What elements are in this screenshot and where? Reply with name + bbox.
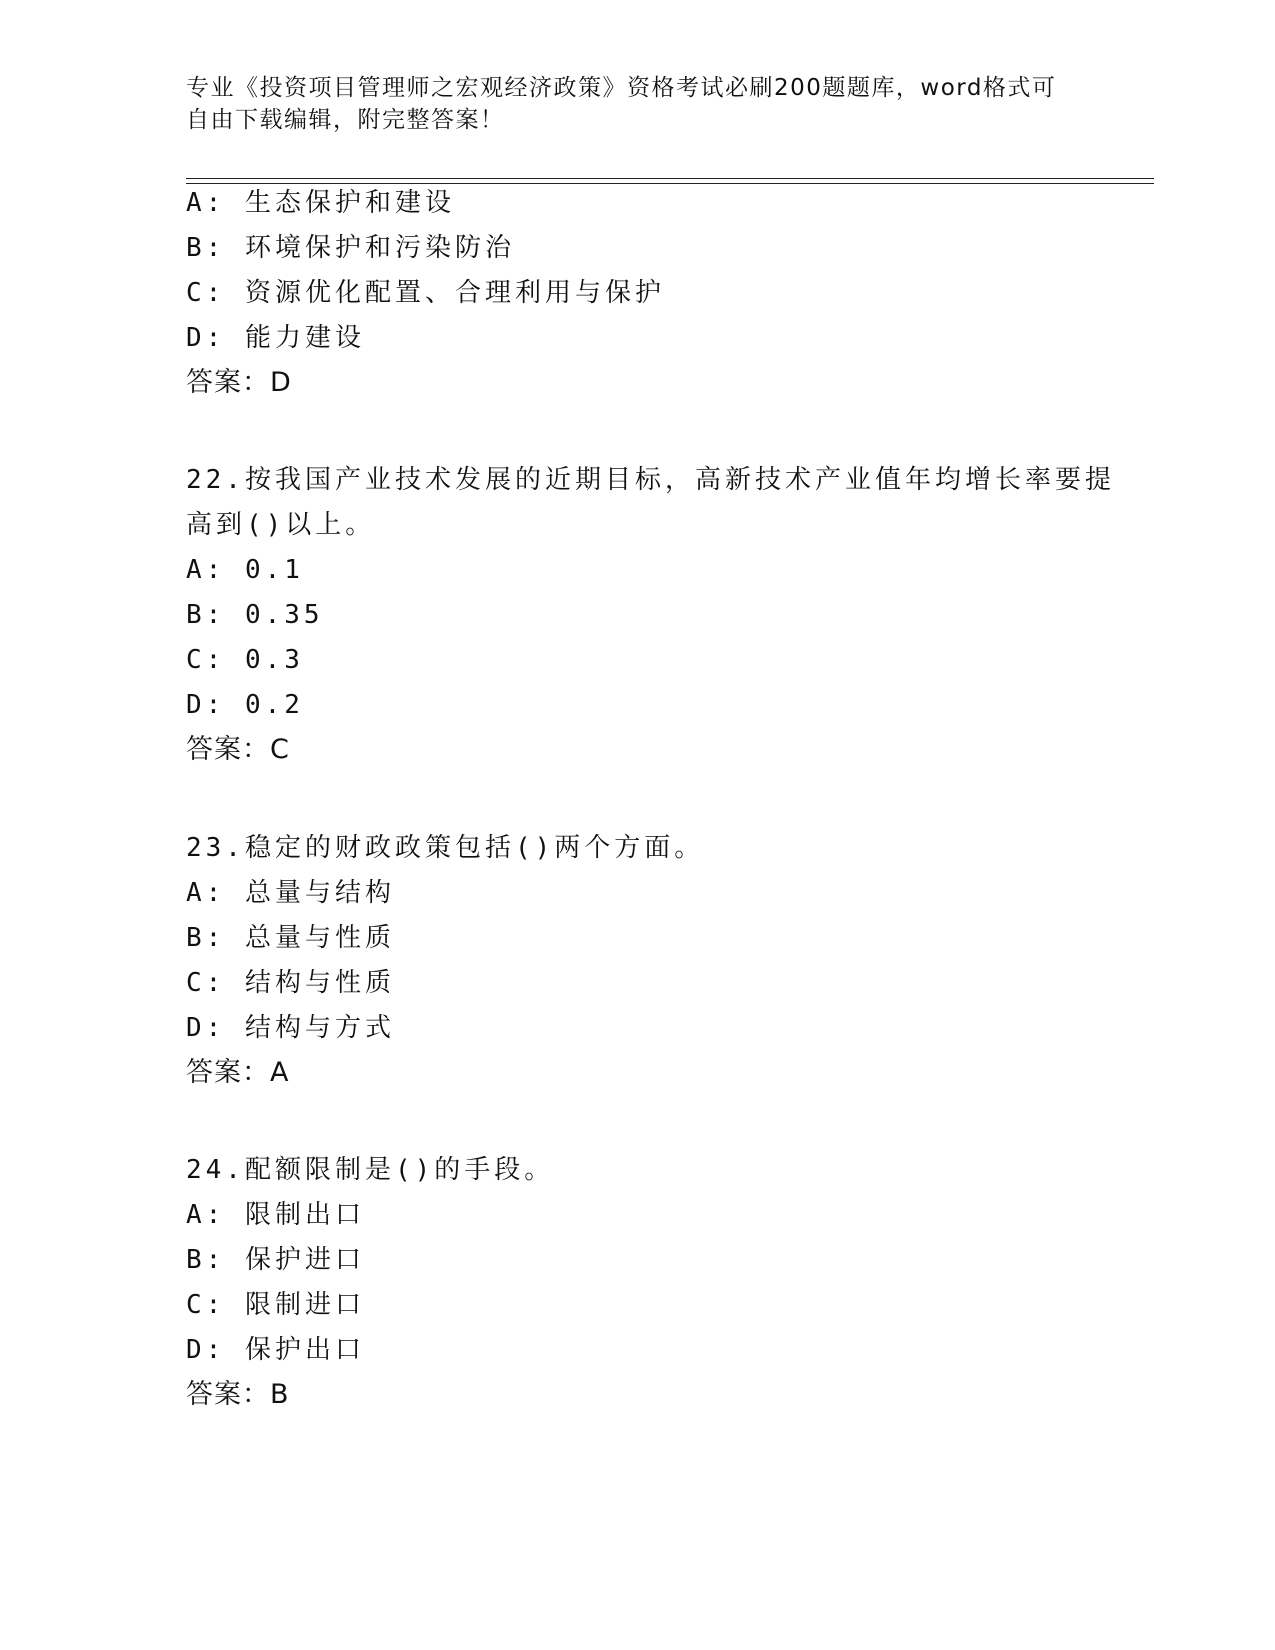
answer-label: 答案： — [186, 367, 270, 398]
header-divider-top — [186, 178, 1154, 179]
q21-answer — [186, 368, 292, 398]
q21-answer-value: D — [270, 367, 292, 398]
answer-label: 答案： — [186, 1379, 270, 1410]
q24-option-b: B: 保护进口 — [186, 1245, 365, 1275]
answer-label: 答案： — [186, 734, 270, 765]
q22-answer — [186, 735, 290, 765]
document-header — [186, 72, 1086, 136]
q22-option-b: B: 0.35 — [186, 600, 324, 630]
q22-question-line-1: 22.按我国产业技术发展的近期目标，高新技术产业值年均增长率要提 — [186, 465, 1115, 495]
q23-option-d: D: 结构与方式 — [186, 1013, 395, 1043]
q21-option-b: B: 环境保护和污染防治 — [186, 233, 515, 263]
q21-option-a: A: 生态保护和建设 — [186, 188, 455, 218]
answer-label: 答案： — [186, 1057, 270, 1088]
header-line-2: 自由下载编辑，附完整答案！ — [186, 107, 505, 133]
q24-question-line-1: 24.配额限制是()的手段。 — [186, 1155, 555, 1185]
q24-option-d: D: 保护出口 — [186, 1335, 365, 1365]
header-divider-bottom — [186, 183, 1154, 184]
q24-option-a: A: 限制出口 — [186, 1200, 365, 1230]
q23-question-line-1: 23.稳定的财政政策包括()两个方面。 — [186, 833, 705, 863]
header-line-1: 专业《投资项目管理师之宏观经济政策》资格考试必刷200题题库，word格式可 — [186, 75, 1057, 101]
q23-answer-value: A — [270, 1057, 290, 1088]
q23-option-b: B: 总量与性质 — [186, 923, 395, 953]
q22-question-line-2: 高到()以上。 — [186, 510, 376, 540]
q22-answer-value: C — [270, 734, 290, 765]
q23-option-a: A: 总量与结构 — [186, 878, 395, 908]
q22-option-a: A: 0.1 — [186, 555, 304, 585]
q22-option-d: D: 0.2 — [186, 690, 304, 720]
q21-option-d: D: 能力建设 — [186, 323, 365, 353]
q23-option-c: C: 结构与性质 — [186, 968, 395, 998]
q24-answer — [186, 1380, 290, 1410]
q22-option-c: C: 0.3 — [186, 645, 304, 675]
q24-option-c: C: 限制进口 — [186, 1290, 365, 1320]
q21-option-c: C: 资源优化配置、合理利用与保护 — [186, 278, 665, 308]
q23-answer — [186, 1058, 289, 1088]
q24-answer-value: B — [270, 1379, 290, 1410]
